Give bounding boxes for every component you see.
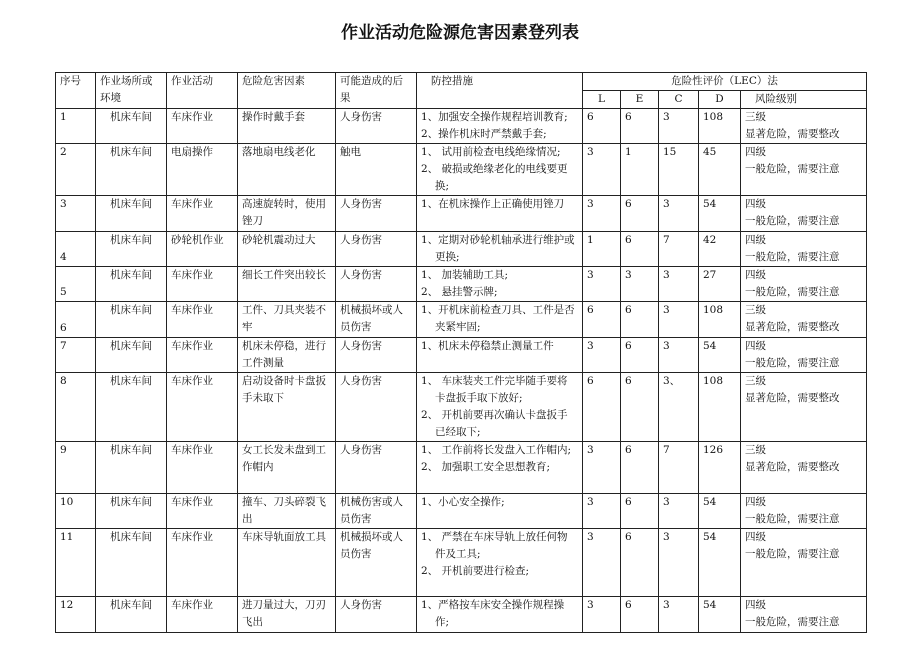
measure-item: 1、严格按车床安全操作规程操作; bbox=[421, 599, 565, 628]
row-number: 6 bbox=[56, 302, 96, 338]
risk-description: 显著危险，需要整改 bbox=[745, 128, 840, 140]
risk-grade: 三级 bbox=[745, 375, 766, 387]
row-c-value: 3 bbox=[659, 109, 699, 144]
measure-item: 2、 悬挂警示牌; bbox=[421, 286, 498, 298]
row-risk-level bbox=[741, 597, 867, 633]
measure-item: 1、开机床前检查刀具、工件是否夹紧牢固; bbox=[421, 304, 575, 333]
measure-item: 2、 开机前要再次确认卡盘扳手已经取下; bbox=[421, 409, 568, 438]
row-place: 机床车间 bbox=[96, 144, 167, 196]
risk-description: 显著危险，需要整改 bbox=[745, 392, 840, 404]
row-consequence: 人身伤害 bbox=[336, 373, 417, 442]
risk-description: 显著危险，需要整改 bbox=[745, 461, 840, 473]
risk-grade: 四级 bbox=[745, 599, 766, 611]
measure-item: 1、 工作前将长发盘入工作帽内; bbox=[421, 444, 572, 456]
row-number: 12 bbox=[56, 597, 96, 633]
row-l-value: 1 bbox=[583, 232, 621, 267]
row-activity: 砂轮机作业 bbox=[167, 232, 238, 267]
measure-item: 1、定期对砂轮机轴承进行维护或更换; bbox=[421, 234, 575, 263]
row-d-value: 27 bbox=[699, 267, 741, 302]
measure-item: 1、在机床操作上正确使用锉刀 bbox=[421, 198, 565, 210]
header-l: L bbox=[583, 91, 621, 109]
measure-item: 1、加强安全操作规程培训教育; bbox=[421, 111, 568, 123]
row-consequence: 人身伤害 bbox=[336, 109, 417, 144]
measure-item: 1、 加装辅助工具; bbox=[421, 269, 509, 281]
row-risk-level bbox=[741, 373, 867, 442]
row-number: 9 bbox=[56, 442, 96, 494]
table-row bbox=[56, 144, 867, 196]
header-lec-group: 危险性评价（LEC）法 bbox=[583, 73, 867, 91]
row-d-value: 42 bbox=[699, 232, 741, 267]
row-hazard: 细长工件突出较长 bbox=[238, 267, 336, 302]
row-c-value: 3 bbox=[659, 267, 699, 302]
row-activity: 车床作业 bbox=[167, 196, 238, 232]
row-l-value: 3 bbox=[583, 196, 621, 232]
row-measures bbox=[417, 373, 583, 442]
row-e-value: 6 bbox=[621, 494, 659, 529]
row-measures bbox=[417, 597, 583, 633]
row-e-value: 6 bbox=[621, 529, 659, 597]
row-c-value: 3 bbox=[659, 196, 699, 232]
risk-grade: 四级 bbox=[745, 269, 766, 281]
row-risk-level bbox=[741, 232, 867, 267]
risk-description: 一般危险，需要注意 bbox=[745, 286, 840, 298]
row-l-value: 6 bbox=[583, 373, 621, 442]
row-measures bbox=[417, 196, 583, 232]
row-c-value: 15 bbox=[659, 144, 699, 196]
risk-grade: 四级 bbox=[745, 340, 766, 352]
row-number: 1 bbox=[56, 109, 96, 144]
row-l-value: 3 bbox=[583, 338, 621, 373]
row-hazard: 撞车、刀头碎裂飞出 bbox=[238, 494, 336, 529]
row-activity: 车床作业 bbox=[167, 373, 238, 442]
hazard-register-table bbox=[55, 72, 867, 633]
risk-grade: 四级 bbox=[745, 531, 766, 543]
row-l-value: 3 bbox=[583, 144, 621, 196]
table-row bbox=[56, 373, 867, 442]
row-hazard: 机床未停稳，进行工件测量 bbox=[238, 338, 336, 373]
row-place: 机床车间 bbox=[96, 109, 167, 144]
table-row bbox=[56, 232, 867, 267]
row-number: 5 bbox=[56, 267, 96, 302]
row-d-value: 126 bbox=[699, 442, 741, 494]
row-d-value: 54 bbox=[699, 196, 741, 232]
row-activity: 车床作业 bbox=[167, 109, 238, 144]
row-measures bbox=[417, 529, 583, 597]
row-l-value: 3 bbox=[583, 267, 621, 302]
row-consequence: 人身伤害 bbox=[336, 196, 417, 232]
measure-item: 1、小心安全操作; bbox=[421, 496, 505, 508]
row-activity: 电扇操作 bbox=[167, 144, 238, 196]
row-l-value: 3 bbox=[583, 442, 621, 494]
row-measures bbox=[417, 144, 583, 196]
table-row bbox=[56, 494, 867, 529]
risk-description: 一般危险，需要注意 bbox=[745, 215, 840, 227]
risk-grade: 四级 bbox=[745, 198, 766, 210]
row-risk-level bbox=[741, 338, 867, 373]
header-measures: 防控措施 bbox=[417, 73, 583, 109]
row-measures bbox=[417, 338, 583, 373]
row-measures bbox=[417, 442, 583, 494]
row-consequence: 机械伤害或人员伤害 bbox=[336, 494, 417, 529]
row-hazard: 工件、刀具夹装不牢 bbox=[238, 302, 336, 338]
row-risk-level bbox=[741, 267, 867, 302]
row-e-value: 6 bbox=[621, 442, 659, 494]
row-e-value: 6 bbox=[621, 597, 659, 633]
risk-grade: 三级 bbox=[745, 111, 766, 123]
measure-item: 1、 严禁在车床导轨上放任何物件及工具; bbox=[421, 531, 568, 560]
row-risk-level bbox=[741, 109, 867, 144]
header-level: 风险级别 bbox=[741, 91, 867, 109]
row-consequence: 人身伤害 bbox=[336, 597, 417, 633]
measure-item: 2、 开机前要进行检查; bbox=[421, 565, 530, 577]
row-d-value: 108 bbox=[699, 109, 741, 144]
row-consequence: 触电 bbox=[336, 144, 417, 196]
row-c-value: 3 bbox=[659, 494, 699, 529]
row-activity: 车床作业 bbox=[167, 338, 238, 373]
row-c-value: 3 bbox=[659, 597, 699, 633]
row-e-value: 6 bbox=[621, 232, 659, 267]
row-place: 机床车间 bbox=[96, 494, 167, 529]
row-hazard: 车床导轨面放工具 bbox=[238, 529, 336, 597]
row-e-value: 6 bbox=[621, 373, 659, 442]
risk-description: 一般危险，需要注意 bbox=[745, 513, 840, 525]
risk-grade: 四级 bbox=[745, 234, 766, 246]
measure-item: 2、 加强职工安全思想教育; bbox=[421, 461, 551, 473]
row-l-value: 3 bbox=[583, 494, 621, 529]
row-number: 2 bbox=[56, 144, 96, 196]
row-consequence: 人身伤害 bbox=[336, 267, 417, 302]
row-e-value: 3 bbox=[621, 267, 659, 302]
risk-description: 一般危险，需要注意 bbox=[745, 548, 840, 560]
row-c-value: 3 bbox=[659, 529, 699, 597]
row-e-value: 6 bbox=[621, 109, 659, 144]
row-c-value: 3 bbox=[659, 302, 699, 338]
table-row bbox=[56, 338, 867, 373]
row-consequence: 机械损坏或人员伤害 bbox=[336, 302, 417, 338]
row-number: 3 bbox=[56, 196, 96, 232]
row-hazard: 启动设备时卡盘扳手未取下 bbox=[238, 373, 336, 442]
header-d: D bbox=[699, 91, 741, 109]
row-activity: 车床作业 bbox=[167, 597, 238, 633]
measure-item: 1、 试用前检查电线绝缘情况; bbox=[421, 146, 561, 158]
row-place: 机床车间 bbox=[96, 529, 167, 597]
row-hazard: 落地扇电线老化 bbox=[238, 144, 336, 196]
risk-grade: 四级 bbox=[745, 146, 766, 158]
risk-description: 一般危险，需要注意 bbox=[745, 251, 840, 263]
row-consequence: 人身伤害 bbox=[336, 338, 417, 373]
row-place: 机床车间 bbox=[96, 302, 167, 338]
row-measures bbox=[417, 109, 583, 144]
risk-grade: 四级 bbox=[745, 496, 766, 508]
measure-item: 1、 车床装夹工件完毕随手要将卡盘扳手取下放好; bbox=[421, 375, 568, 404]
row-c-value: 7 bbox=[659, 442, 699, 494]
row-d-value: 45 bbox=[699, 144, 741, 196]
row-activity: 车床作业 bbox=[167, 267, 238, 302]
row-measures bbox=[417, 494, 583, 529]
row-c-value: 3 bbox=[659, 338, 699, 373]
table-row bbox=[56, 109, 867, 144]
row-measures bbox=[417, 302, 583, 338]
row-place: 机床车间 bbox=[96, 338, 167, 373]
row-number: 4 bbox=[56, 232, 96, 267]
row-activity: 车床作业 bbox=[167, 302, 238, 338]
header-e: E bbox=[621, 91, 659, 109]
row-place: 机床车间 bbox=[96, 232, 167, 267]
risk-description: 一般危险，需要注意 bbox=[745, 357, 840, 369]
header-activity: 作业活动 bbox=[167, 73, 238, 109]
risk-description: 一般危险，需要注意 bbox=[745, 163, 840, 175]
row-hazard: 砂轮机震动过大 bbox=[238, 232, 336, 267]
row-place: 机床车间 bbox=[96, 597, 167, 633]
row-activity: 车床作业 bbox=[167, 529, 238, 597]
row-d-value: 54 bbox=[699, 597, 741, 633]
row-e-value: 6 bbox=[621, 302, 659, 338]
measure-item: 2、操作机床时严禁戴手套; bbox=[421, 128, 547, 140]
row-consequence: 人身伤害 bbox=[336, 442, 417, 494]
row-measures bbox=[417, 267, 583, 302]
table-row bbox=[56, 597, 867, 633]
table-row bbox=[56, 302, 867, 338]
row-place: 机床车间 bbox=[96, 267, 167, 302]
table-row bbox=[56, 442, 867, 494]
row-activity: 车床作业 bbox=[167, 442, 238, 494]
header-no: 序号 bbox=[56, 73, 96, 109]
row-consequence: 人身伤害 bbox=[336, 232, 417, 267]
table-row bbox=[56, 196, 867, 232]
row-risk-level bbox=[741, 529, 867, 597]
row-risk-level bbox=[741, 196, 867, 232]
table-row bbox=[56, 267, 867, 302]
row-e-value: 6 bbox=[621, 196, 659, 232]
row-d-value: 108 bbox=[699, 302, 741, 338]
risk-description: 显著危险，需要整改 bbox=[745, 321, 840, 333]
row-d-value: 108 bbox=[699, 373, 741, 442]
row-l-value: 3 bbox=[583, 597, 621, 633]
table-row bbox=[56, 529, 867, 597]
row-l-value: 3 bbox=[583, 529, 621, 597]
row-measures bbox=[417, 232, 583, 267]
risk-description: 一般危险，需要注意 bbox=[745, 616, 840, 628]
row-l-value: 6 bbox=[583, 302, 621, 338]
measure-item: 1、机床未停稳禁止测量工件 bbox=[421, 340, 554, 352]
header-consequence: 可能造成的后果 bbox=[336, 73, 417, 109]
measure-item: 2、 破损或绝缘老化的电线要更换; bbox=[421, 163, 568, 192]
row-d-value: 54 bbox=[699, 494, 741, 529]
risk-grade: 三级 bbox=[745, 444, 766, 456]
row-e-value: 6 bbox=[621, 338, 659, 373]
row-number: 7 bbox=[56, 338, 96, 373]
row-number: 8 bbox=[56, 373, 96, 442]
row-hazard: 操作时戴手套 bbox=[238, 109, 336, 144]
row-hazard: 进刀量过大，刀刃飞出 bbox=[238, 597, 336, 633]
row-number: 10 bbox=[56, 494, 96, 529]
document-title: 作业活动危险源危害因素登列表 bbox=[341, 23, 579, 43]
row-e-value: 1 bbox=[621, 144, 659, 196]
row-c-value: 3、 bbox=[659, 373, 699, 442]
row-place: 机床车间 bbox=[96, 196, 167, 232]
row-d-value: 54 bbox=[699, 338, 741, 373]
row-risk-level bbox=[741, 302, 867, 338]
row-number: 11 bbox=[56, 529, 96, 597]
row-risk-level bbox=[741, 144, 867, 196]
row-place: 机床车间 bbox=[96, 373, 167, 442]
row-risk-level bbox=[741, 442, 867, 494]
header-place: 作业场所或环境 bbox=[96, 73, 167, 109]
row-hazard: 女工长发未盘到工作帽内 bbox=[238, 442, 336, 494]
row-d-value: 54 bbox=[699, 529, 741, 597]
row-c-value: 7 bbox=[659, 232, 699, 267]
risk-grade: 三级 bbox=[745, 304, 766, 316]
row-l-value: 6 bbox=[583, 109, 621, 144]
header-hazard: 危险危害因素 bbox=[238, 73, 336, 109]
row-hazard: 高速旋转时，使用锉刀 bbox=[238, 196, 336, 232]
header-c: C bbox=[659, 91, 699, 109]
row-activity: 车床作业 bbox=[167, 494, 238, 529]
row-consequence: 机械损坏或人员伤害 bbox=[336, 529, 417, 597]
row-place: 机床车间 bbox=[96, 442, 167, 494]
row-risk-level bbox=[741, 494, 867, 529]
